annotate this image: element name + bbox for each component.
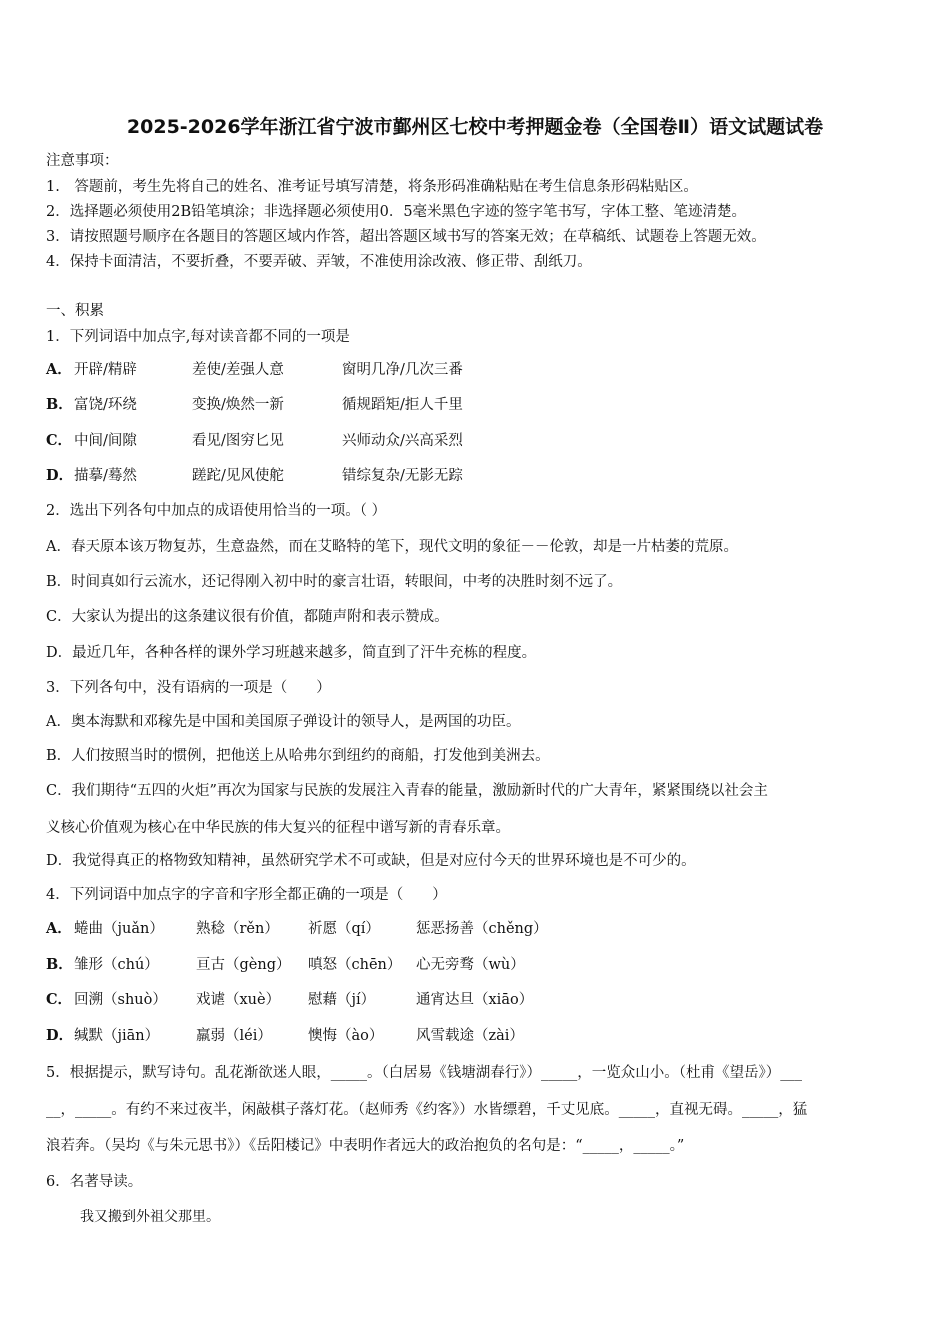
option-word: 亘古（gèng） xyxy=(196,957,291,973)
question-4-option-b xyxy=(46,955,525,975)
option-word: 风雪载途（zài） xyxy=(416,1028,524,1044)
option-word: 蜷曲（juǎn） xyxy=(74,921,164,937)
notice-heading: 注意事项： xyxy=(46,153,119,169)
question-1-option-a xyxy=(46,360,463,380)
notice-item-3: 3．请按照题号顺序在各题目的答题区域内作答，超出答题区域书写的答案无效；在草稿纸、试题卷上答题无效。 xyxy=(46,229,766,245)
question-5-line-2: __，_____。有约不来过夜半，闲敲棋子落灯花。（赵师秀《约客》）水皆缥碧，千丈见底。_____，直视无碍。_____，猛 xyxy=(46,1102,808,1118)
question-2-option-c: C．大家认为提出的这条建议很有价值，都随声附和表示赞成。 xyxy=(46,609,449,625)
section-heading: 一、积累 xyxy=(46,303,104,319)
option-word: 回溯（shuò） xyxy=(74,992,167,1008)
option-word: 雏形（chú） xyxy=(74,957,159,973)
question-4-option-d xyxy=(46,1026,524,1046)
option-word: 羸弱（léi） xyxy=(196,1028,272,1044)
question-2-option-b: B．时间真如行云流水，还记得刚入初中时的豪言壮语，转眼间，中考的决胜时刻不远了。 xyxy=(46,574,623,590)
option-label: B． xyxy=(46,956,73,973)
option-label: D． xyxy=(46,1027,74,1044)
question-6-excerpt: 我又搬到外祖父那里。 xyxy=(80,1209,220,1225)
question-1-option-c xyxy=(46,431,463,451)
option-word: 兴师动众/兴高采烈 xyxy=(342,433,463,449)
question-3-option-b: B．人们按照当时的惯例，把他送上从哈弗尔到纽约的商船，打发他到美洲去。 xyxy=(46,748,550,764)
question-2-stem: 2．选出下列各句中加点的成语使用恰当的一项。（ ） xyxy=(46,503,387,519)
option-word: 熟稔（rěn） xyxy=(196,921,279,937)
question-3-option-c-cont: 义核心价值观为核心在中华民族的伟大复兴的征程中谱写新的青春乐章。 xyxy=(46,820,510,836)
option-word: 祈愿（qí） xyxy=(308,921,380,937)
option-label: B． xyxy=(46,396,73,413)
question-3-option-a: A．奥本海默和邓稼先是中国和美国原子弹设计的领导人，是两国的功臣。 xyxy=(46,714,521,730)
option-word: 循规蹈矩/拒人千里 xyxy=(342,397,463,413)
option-word: 戏谑（xuè） xyxy=(196,992,281,1008)
question-4-stem: 4．下列词语中加点字的字音和字形全都正确的一项是（ ） xyxy=(46,887,447,903)
question-1-option-b xyxy=(46,395,463,415)
notice-item-1: 1. 答题前，考生先将自己的姓名、准考证号填写清楚，将条形码准确粘贴在考生信息条形码粘贴区。 xyxy=(46,179,698,195)
option-word: 懊悔（ào） xyxy=(308,1028,384,1044)
option-word: 变换/焕然一新 xyxy=(192,397,284,413)
option-label: C． xyxy=(46,991,73,1008)
option-label: A． xyxy=(46,361,72,378)
question-3-option-c: C．我们期待“五四的火炬”再次为国家与民族的发展注入青春的能量，激励新时代的广大青年，紧紧围绕以社会主 xyxy=(46,783,768,799)
option-word: 蹉跎/见风使舵 xyxy=(192,468,284,484)
option-word: 中间/间隙 xyxy=(74,433,137,449)
question-4-option-a xyxy=(46,919,548,939)
option-word: 缄默（jiān） xyxy=(74,1028,160,1044)
option-word: 窗明几净/几次三番 xyxy=(342,362,463,378)
option-label: C． xyxy=(46,432,73,449)
option-word: 开辟/精辟 xyxy=(74,362,137,378)
option-label: D． xyxy=(46,467,74,484)
exam-title: 2025-2026学年浙江省宁波市鄞州区七校中考押题金卷（全国卷Ⅱ）语文试题试卷 xyxy=(126,116,824,138)
notice-item-4: 4．保持卡面清洁，不要折叠，不要弄破、弄皱，不准使用涂改液、修正带、刮纸刀。 xyxy=(46,254,592,270)
question-6-stem: 6．名著导读。 xyxy=(46,1174,143,1190)
option-word: 差使/差强人意 xyxy=(192,362,284,378)
question-3-option-d: D．我觉得真正的格物致知精神，虽然研究学术不可或缺，但是对应付今天的世界环境也是不可少的。 xyxy=(46,853,696,869)
question-2-option-a: A．春天原本该万物复苏，生意盎然，而在艾略特的笔下，现代文明的象征－－伦敦，却是一片枯萎的荒原。 xyxy=(46,539,738,555)
option-word: 看见/图穷匕见 xyxy=(192,433,284,449)
option-word: 心无旁骛（wù） xyxy=(416,957,525,973)
option-word: 惩恶扬善（chěng） xyxy=(416,921,548,937)
question-3-stem: 3．下列各句中，没有语病的一项是（ ） xyxy=(46,680,331,696)
option-word: 错综复杂/无影无踪 xyxy=(342,468,463,484)
question-4-option-c xyxy=(46,990,533,1010)
option-word: 通宵达旦（xiāo） xyxy=(416,992,534,1008)
question-2-option-d: D．最近几年，各种各样的课外学习班越来越多，简直到了汗牛充栋的程度。 xyxy=(46,645,537,661)
question-5-line-3: 浪若奔。（吴均《与朱元思书》）《岳阳楼记》中表明作者远大的政治抱负的名句是：“_____，_____。” xyxy=(46,1138,685,1154)
question-5-line-1: 5．根据提示，默写诗句。乱花渐欲迷人眼，_____。（白居易《钱塘湖春行》）_____，一览众山小。（杜甫《望岳》）___ xyxy=(46,1065,802,1081)
option-word: 嗔怒（chēn） xyxy=(308,957,402,973)
option-word: 富饶/环绕 xyxy=(74,397,137,413)
option-word: 描摹/蓦然 xyxy=(74,468,137,484)
question-1-stem: 1．下列词语中加点字,每对读音都不同的一项是 xyxy=(46,329,350,345)
notice-item-2: 2．选择题必须使用2B铅笔填涂；非选择题必须使用0．5毫米黑色字迹的签字笔书写，字体工整、笔迹清楚。 xyxy=(46,204,747,220)
option-word: 慰藉（jí） xyxy=(308,992,376,1008)
question-1-option-d xyxy=(46,466,463,486)
option-label: A． xyxy=(46,920,72,937)
